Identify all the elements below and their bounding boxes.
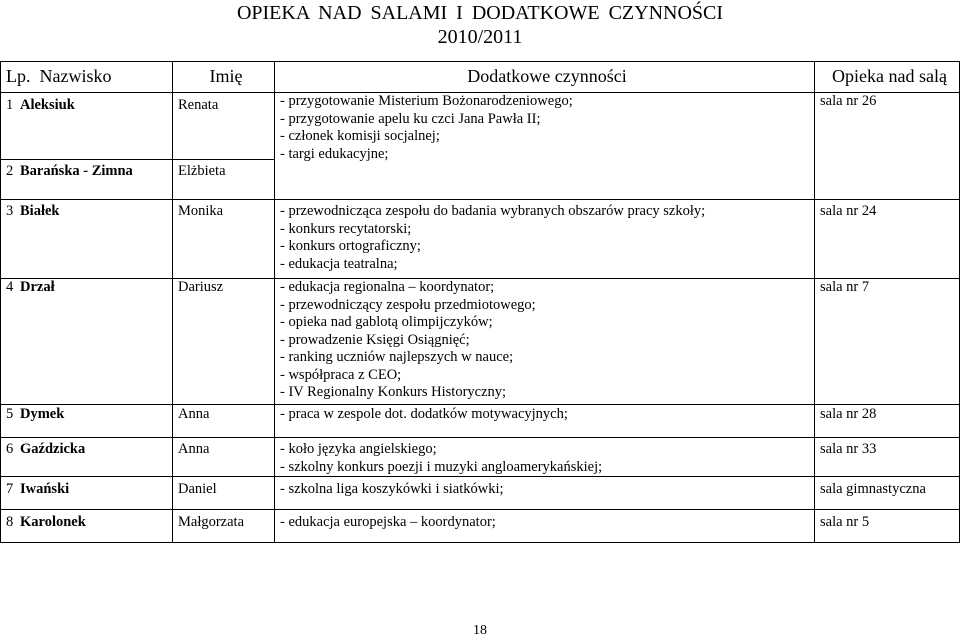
task-line: - przygotowanie Misterium Bożonarodzeniowego; (280, 93, 573, 109)
surname: Iwański (20, 481, 70, 497)
surname: Barańska - Zimna (20, 163, 133, 179)
cell-surname (1, 405, 173, 438)
task-line: - koło języka angielskiego; (280, 441, 437, 457)
cell-room: sala nr 24 (815, 200, 960, 279)
cell-room: sala nr 5 (815, 510, 960, 543)
cell-name: Monika (173, 200, 275, 279)
cell-room: sala nr 7 (815, 279, 960, 405)
header-lp: Lp. (6, 66, 31, 87)
cell-surname (1, 160, 173, 200)
cell-tasks (275, 510, 815, 543)
task-line: - praca w zespole dot. dodatków motywacyjnych; (280, 406, 568, 422)
task-line: - szkolna liga koszykówki i siatkówki; (280, 481, 504, 497)
row-number: 8 (6, 514, 14, 530)
header-room: Opieka nad salą (815, 62, 960, 93)
table-row (1, 93, 960, 160)
task-line: - szkolny konkurs poezji i muzyki angloamerykańskiej; (280, 458, 603, 475)
task-line: - edukacja teatralna; (280, 255, 398, 272)
row-number: 5 (6, 406, 14, 422)
cell-tasks (275, 200, 815, 279)
table-row (1, 477, 960, 510)
header-tasks: Dodatkowe czynności (275, 62, 815, 93)
cell-name: Renata (173, 93, 275, 160)
task-line: - targi edukacyjne; (280, 145, 389, 162)
task-line: - współpraca z CEO; (280, 366, 402, 383)
task-line: - opieka nad gablotą olimpijczyków; (280, 314, 493, 330)
duties-table (0, 61, 960, 543)
table-row (1, 510, 960, 543)
cell-room: sala nr 28 (815, 405, 960, 438)
task-line: - konkurs recytatorski; (280, 220, 412, 237)
cell-room: sala gimnastyczna (815, 477, 960, 510)
cell-room: sala nr 33 (815, 438, 960, 477)
cell-tasks (275, 438, 815, 477)
surname: Dymek (20, 406, 65, 422)
task-line: - edukacja regionalna – koordynator; (280, 279, 495, 295)
cell-surname (1, 93, 173, 160)
cell-surname (1, 279, 173, 405)
surname: Karolonek (20, 514, 86, 530)
cell-name: Małgorzata (173, 510, 275, 543)
cell-tasks (275, 477, 815, 510)
row-number: 1 (6, 97, 14, 113)
task-line: - konkurs ortograficzny; (280, 238, 421, 254)
cell-name: Anna (173, 405, 275, 438)
header-lp-surname (1, 62, 173, 93)
task-line: - IV Regionalny Konkurs Historyczny; (280, 384, 507, 400)
table-row (1, 405, 960, 438)
school-year: 2010/2011 (437, 26, 523, 48)
task-line: - przewodnicząca zespołu do badania wybranych obszarów pracy szkoły; (280, 203, 706, 219)
table-row (1, 279, 960, 405)
cell-surname (1, 510, 173, 543)
cell-room: sala nr 26 (815, 93, 960, 200)
task-line: - ranking uczniów najlepszych w nauce; (280, 349, 514, 365)
cell-name: Elżbieta (173, 160, 275, 200)
table-row (1, 438, 960, 477)
cell-name: Dariusz (173, 279, 275, 405)
surname: Aleksiuk (20, 97, 75, 113)
task-line: - edukacja europejska – koordynator; (280, 514, 496, 530)
row-number: 4 (6, 279, 14, 295)
surname: Drzał (20, 279, 55, 295)
cell-surname (1, 477, 173, 510)
table-header-row (1, 62, 960, 93)
task-line: - przygotowanie apelu ku czci Jana Pawła II; (280, 110, 541, 127)
row-number: 6 (6, 441, 14, 457)
row-number: 7 (6, 481, 14, 497)
row-number: 2 (6, 163, 14, 179)
cell-tasks (275, 405, 815, 438)
page-number: 18 (473, 623, 487, 638)
cell-surname (1, 200, 173, 279)
surname: Gaździcka (20, 441, 86, 457)
cell-surname (1, 438, 173, 477)
header-surname: Nazwisko (39, 66, 112, 87)
cell-tasks (275, 93, 815, 200)
table-row (1, 200, 960, 279)
cell-name: Daniel (173, 477, 275, 510)
task-line: - przewodniczący zespołu przedmiotowego; (280, 296, 536, 313)
row-number: 3 (6, 203, 14, 219)
header-name: Imię (173, 62, 275, 93)
document-title: OPIEKA NAD SALAMI I DODATKOWE CZYNNOŚCI (236, 2, 724, 24)
cell-tasks (275, 279, 815, 405)
cell-name: Anna (173, 438, 275, 477)
surname: Białek (20, 203, 60, 219)
task-line: - prowadzenie Księgi Osiągnięć; (280, 331, 470, 348)
task-line: - członek komisji socjalnej; (280, 128, 440, 144)
